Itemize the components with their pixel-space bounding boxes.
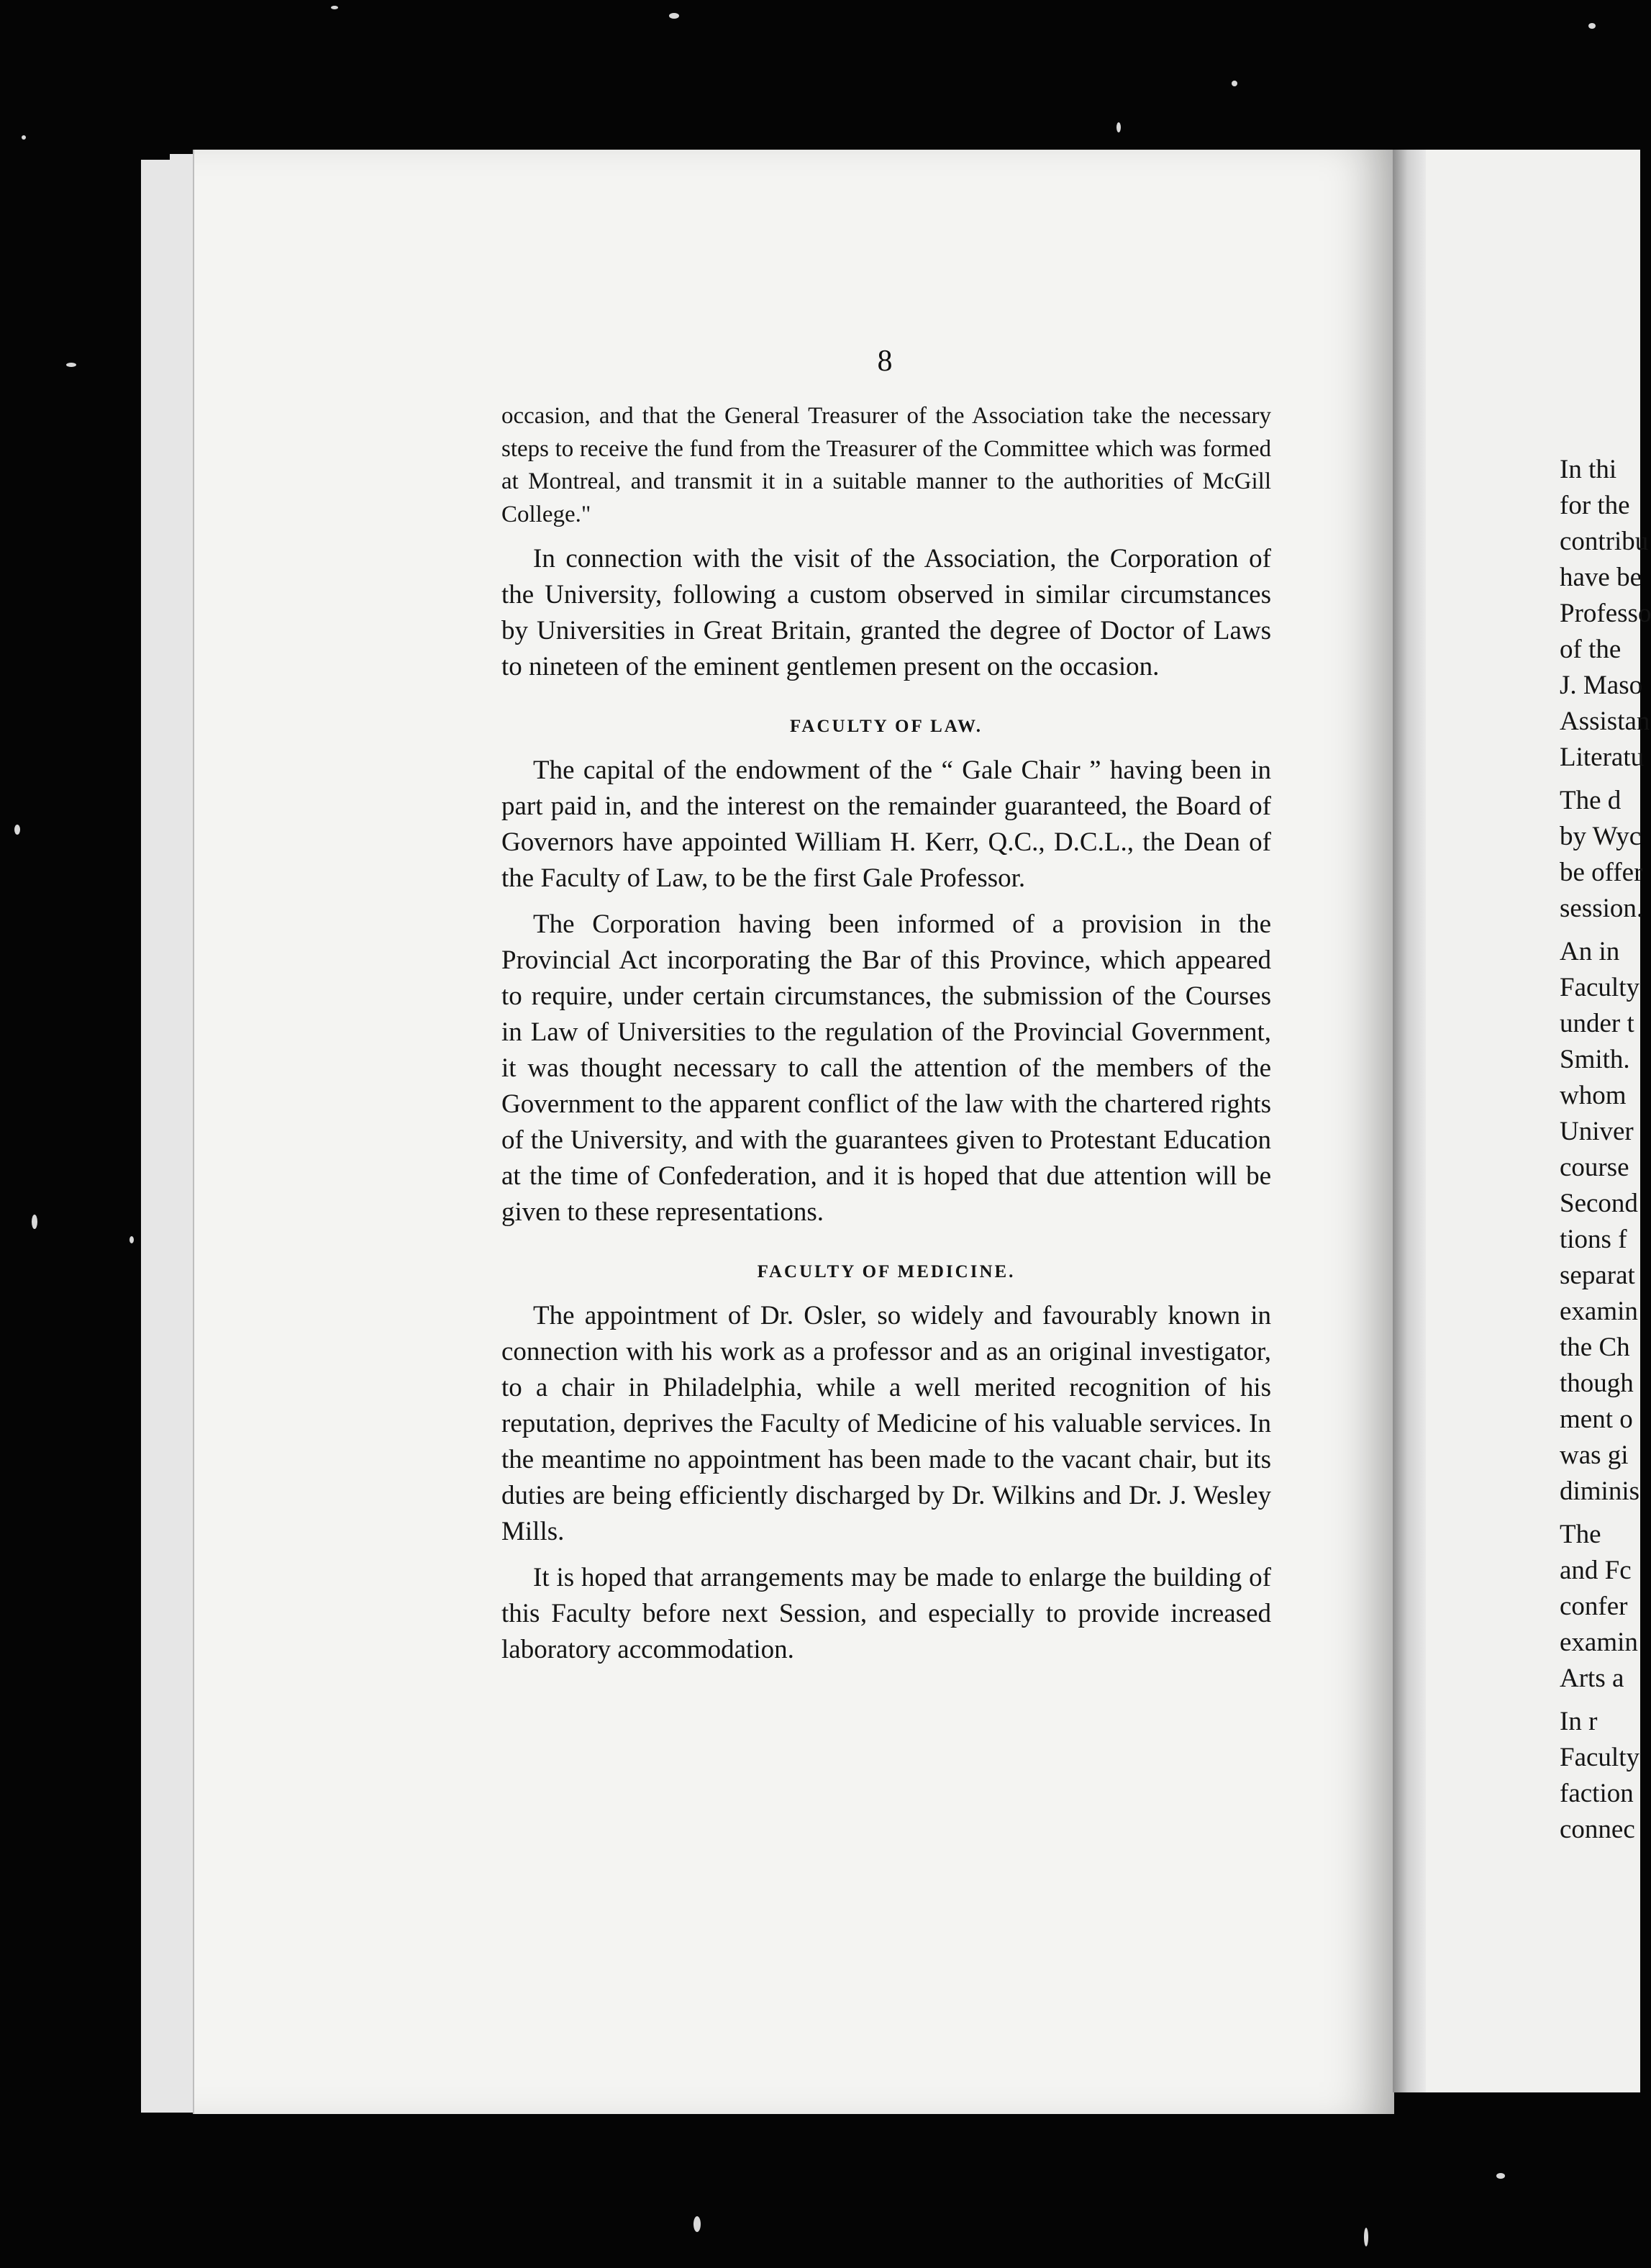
dust-speck (1232, 81, 1237, 86)
facing-line: examin (1560, 1297, 1638, 1326)
medicine-paragraph-1: The appointment of Dr. Osler, so widely and favourably known in connection with his work as a professor and as an original investigator, to a chair in Philadelphia, while a well merited recognition of his reputation, deprives the Faculty of Medicine of his valuable services. In the meantime no appointment has been made to the vacant chair, but its duties are being efficiently discharged by Dr. Wilkins and Dr. J. Wesley Mills. (501, 1301, 1271, 1546)
page-edge (170, 154, 194, 2113)
law-paragraph-2: The Corporation having been informed of a provision in the Provincial Act incorporating the Bar of this Province, which appeared to require, under certain circumstances, the submission of the Courses in Law of Universities to the regulation of the Provincial Government, it was thought necessary to call the attention of the members of the Government to the apparent conflict of the law with the chartered rights of the University, and with the guarantees given to Protestant Education at the time of Confederation, and it is hoped that due attention will be given to these representations. (501, 910, 1271, 1227)
association-paragraph: In connection with the visit of the Association, the Corporation of the University, following a custom observed in similar circumstances by Universities in Great Britain, granted the degree of Doctor of Laws to nineteen of the eminent gentlemen present on the occasion. (501, 544, 1271, 681)
quotation-paragraph: occasion, and that the General Treasurer of the Association take the necessary steps to receive the fund from the Treasurer of the Committee which was formed at Montreal, and transmit it in a suitable manner to the authorities of McGill College." (501, 403, 1271, 527)
facing-line: faction (1560, 1779, 1634, 1808)
facing-line: In thi (1560, 455, 1617, 484)
facing-line: though (1560, 1369, 1634, 1398)
facing-line: separat (1560, 1261, 1635, 1290)
law-paragraph-1: The capital of the endowment of the “ Gale Chair ” having been in part paid in, and the interest on the remainder guaranteed, the Board of Governors have appointed William H. Kerr, Q.C., D.C.L., the Dean of the Faculty of Law, to be the first Gale Professor. (501, 756, 1271, 893)
dust-speck (1588, 23, 1596, 29)
facing-line: course (1560, 1153, 1629, 1182)
facing-line: of the (1560, 635, 1622, 664)
facing-line: The (1560, 1520, 1601, 1549)
facing-line: session. (1560, 894, 1644, 923)
dust-speck (14, 825, 20, 835)
section-heading-medicine: FACULTY OF MEDICINE. (757, 1262, 1016, 1282)
dust-speck (693, 2216, 701, 2232)
facing-line: J. Maso (1560, 671, 1643, 700)
facing-line: tions f (1560, 1225, 1627, 1254)
dust-speck (32, 1215, 37, 1229)
facing-line: whom (1560, 1081, 1627, 1110)
page-edge (141, 160, 171, 2113)
facing-line: by Wyc (1560, 822, 1642, 851)
facing-line: Faculty (1560, 1743, 1639, 1772)
facing-line: An in (1560, 937, 1620, 966)
book-gutter (1393, 150, 1426, 2092)
facing-line: ment o (1560, 1405, 1633, 1434)
facing-line: contribu (1560, 527, 1649, 556)
dust-speck (129, 1236, 134, 1243)
facing-line: was gi (1560, 1441, 1629, 1470)
facing-line: the Ch (1560, 1333, 1630, 1362)
facing-line: Faculty (1560, 973, 1639, 1002)
facing-line: under t (1560, 1009, 1634, 1038)
facing-line: Assistan (1560, 707, 1650, 736)
facing-line: Smith. (1560, 1045, 1630, 1074)
facing-page-text (1560, 452, 1651, 1848)
page-body (501, 400, 1271, 1668)
facing-line: Arts a (1560, 1664, 1624, 1693)
dust-speck (22, 135, 26, 140)
dust-speck (1364, 2228, 1368, 2246)
facing-line: be offer (1560, 858, 1643, 887)
dust-speck (331, 6, 338, 9)
facing-line: Literatu (1560, 743, 1645, 772)
facing-line: connec (1560, 1815, 1635, 1844)
medicine-paragraph-2: It is hoped that arrangements may be made to enlarge the building of this Faculty before next Session, and especially to provide increased laboratory accommodation. (501, 1563, 1271, 1664)
facing-line: have be (1560, 563, 1642, 592)
facing-line: and Fc (1560, 1556, 1632, 1585)
facing-line: Professo (1560, 599, 1651, 628)
facing-line: Second (1560, 1189, 1638, 1218)
dust-speck (669, 13, 679, 19)
section-heading-law: FACULTY OF LAW. (790, 717, 983, 736)
facing-line: examin (1560, 1628, 1638, 1657)
facing-line: The d (1560, 786, 1622, 815)
facing-line: diminis (1560, 1477, 1640, 1506)
page-number: 8 (877, 345, 893, 378)
facing-line: Univer (1560, 1117, 1634, 1146)
dust-speck (1496, 2173, 1505, 2179)
facing-line: confer (1560, 1592, 1628, 1621)
dust-speck (66, 363, 76, 367)
facing-line: In r (1560, 1707, 1598, 1736)
facing-line: for the (1560, 491, 1630, 520)
dust-speck (1116, 122, 1121, 132)
